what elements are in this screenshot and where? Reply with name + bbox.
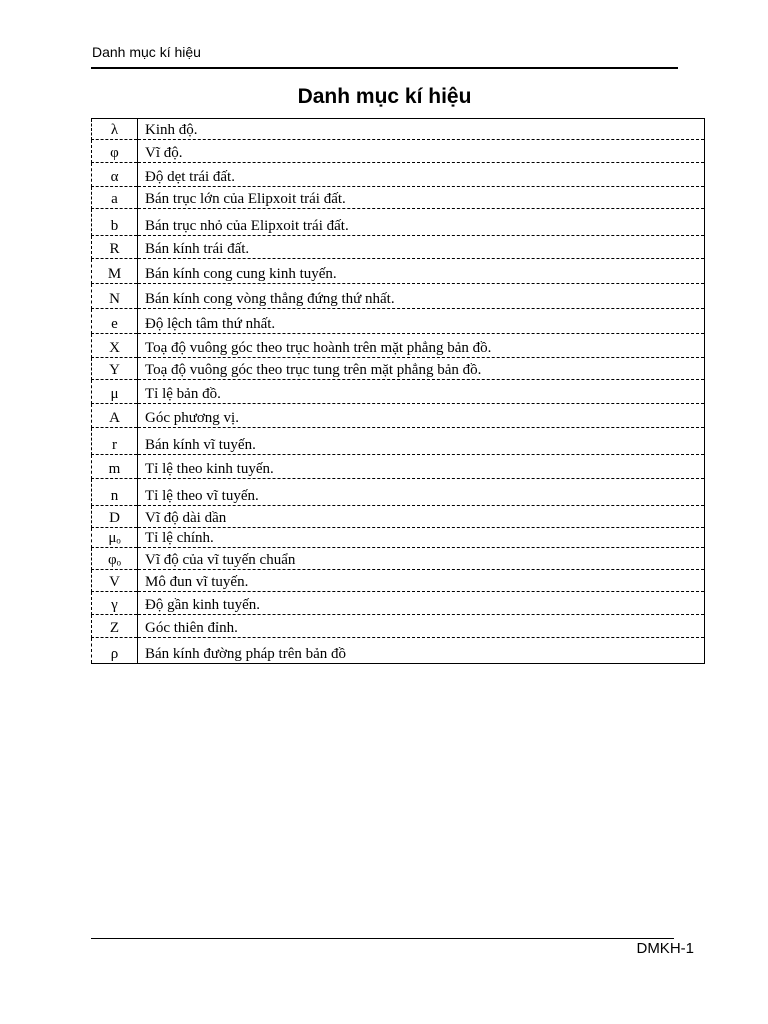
table-row: [92, 455, 705, 479]
description-cell: Toạ độ vuông góc theo trục tung trên mặt phẳng bản đồ.: [138, 358, 705, 380]
description-cell: Bán kính vĩ tuyến.: [138, 428, 705, 455]
symbol-cell: n: [92, 479, 138, 506]
table-row: [92, 380, 705, 404]
symbol-cell: V: [92, 570, 138, 592]
symbol-cell: b: [92, 209, 138, 236]
symbol-cell: A: [92, 404, 138, 428]
description-cell: Vĩ độ của vĩ tuyến chuẩn: [138, 548, 705, 570]
symbol-cell: Y: [92, 358, 138, 380]
description-cell: Góc phương vị.: [138, 404, 705, 428]
table-row: [92, 506, 705, 528]
description-cell: Độ lệch tâm thứ nhất.: [138, 309, 705, 334]
description-cell: Mô đun vĩ tuyến.: [138, 570, 705, 592]
symbol-cell: R: [92, 236, 138, 259]
description-cell: Độ dẹt trái đất.: [138, 163, 705, 187]
table-row: [92, 259, 705, 284]
symbol-cell: a: [92, 187, 138, 209]
symbol-cell: λ: [92, 119, 138, 140]
table-row: [92, 548, 705, 570]
table-row: [92, 615, 705, 638]
table-row: [92, 187, 705, 209]
header-rule: [91, 67, 678, 69]
description-cell: Độ gần kinh tuyến.: [138, 592, 705, 615]
table-row: [92, 592, 705, 615]
table-row: [92, 309, 705, 334]
symbol-cell: μ: [92, 380, 138, 404]
table-row: [92, 358, 705, 380]
table-row: [92, 140, 705, 163]
description-cell: Toạ độ vuông góc theo trục hoành trên mặt phẳng bản đồ.: [138, 334, 705, 358]
symbol-cell: r: [92, 428, 138, 455]
symbol-cell: μₒ: [92, 528, 138, 548]
description-cell: Tỉ lệ chính.: [138, 528, 705, 548]
symbol-cell: D: [92, 506, 138, 528]
symbol-cell: φ: [92, 140, 138, 163]
symbol-cell: e: [92, 309, 138, 334]
page-code: DMKH-1: [636, 940, 694, 957]
description-cell: Bán kính trái đất.: [138, 236, 705, 259]
table-row: [92, 638, 705, 664]
table-row: [92, 404, 705, 428]
description-cell: Bán trục nhỏ của Elipxoit trái đất.: [138, 209, 705, 236]
symbol-cell: α: [92, 163, 138, 187]
symbol-cell: ρ: [92, 638, 138, 664]
table-row: [92, 528, 705, 548]
table-row: [92, 334, 705, 358]
running-header: Danh mục kí hiệu: [92, 44, 201, 60]
table-row: [92, 119, 705, 140]
table-row: [92, 236, 705, 259]
table-row: [92, 163, 705, 187]
description-cell: Bán kính cong cung kinh tuyến.: [138, 259, 705, 284]
symbol-cell: N: [92, 284, 138, 309]
description-cell: Tỉ lệ theo kinh tuyến.: [138, 455, 705, 479]
symbol-cell: γ: [92, 592, 138, 615]
table-row: [92, 284, 705, 309]
description-cell: Bán trục lớn của Elipxoit trái đất.: [138, 187, 705, 209]
description-cell: Tỉ lệ theo vĩ tuyến.: [138, 479, 705, 506]
symbol-cell: M: [92, 259, 138, 284]
table-row: [92, 570, 705, 592]
symbol-cell: Z: [92, 615, 138, 638]
description-cell: Kinh độ.: [138, 119, 705, 140]
table-row: [92, 209, 705, 236]
footer-rule: [91, 938, 674, 939]
page-title: Danh mục kí hiệu: [297, 85, 472, 108]
table-row: [92, 479, 705, 506]
description-cell: Bán kính cong vòng thẳng đứng thứ nhất.: [138, 284, 705, 309]
symbols-table-body: [92, 119, 705, 664]
table-row: [92, 428, 705, 455]
description-cell: Tỉ lệ bản đồ.: [138, 380, 705, 404]
description-cell: Vĩ độ dài dần: [138, 506, 705, 528]
description-cell: Bán kính đường pháp trên bản đồ: [138, 638, 705, 664]
symbol-cell: φₒ: [92, 548, 138, 570]
description-cell: Vĩ độ.: [138, 140, 705, 163]
description-cell: Góc thiên đỉnh.: [138, 615, 705, 638]
symbol-cell: X: [92, 334, 138, 358]
symbol-cell: m: [92, 455, 138, 479]
symbols-table: [91, 118, 705, 664]
